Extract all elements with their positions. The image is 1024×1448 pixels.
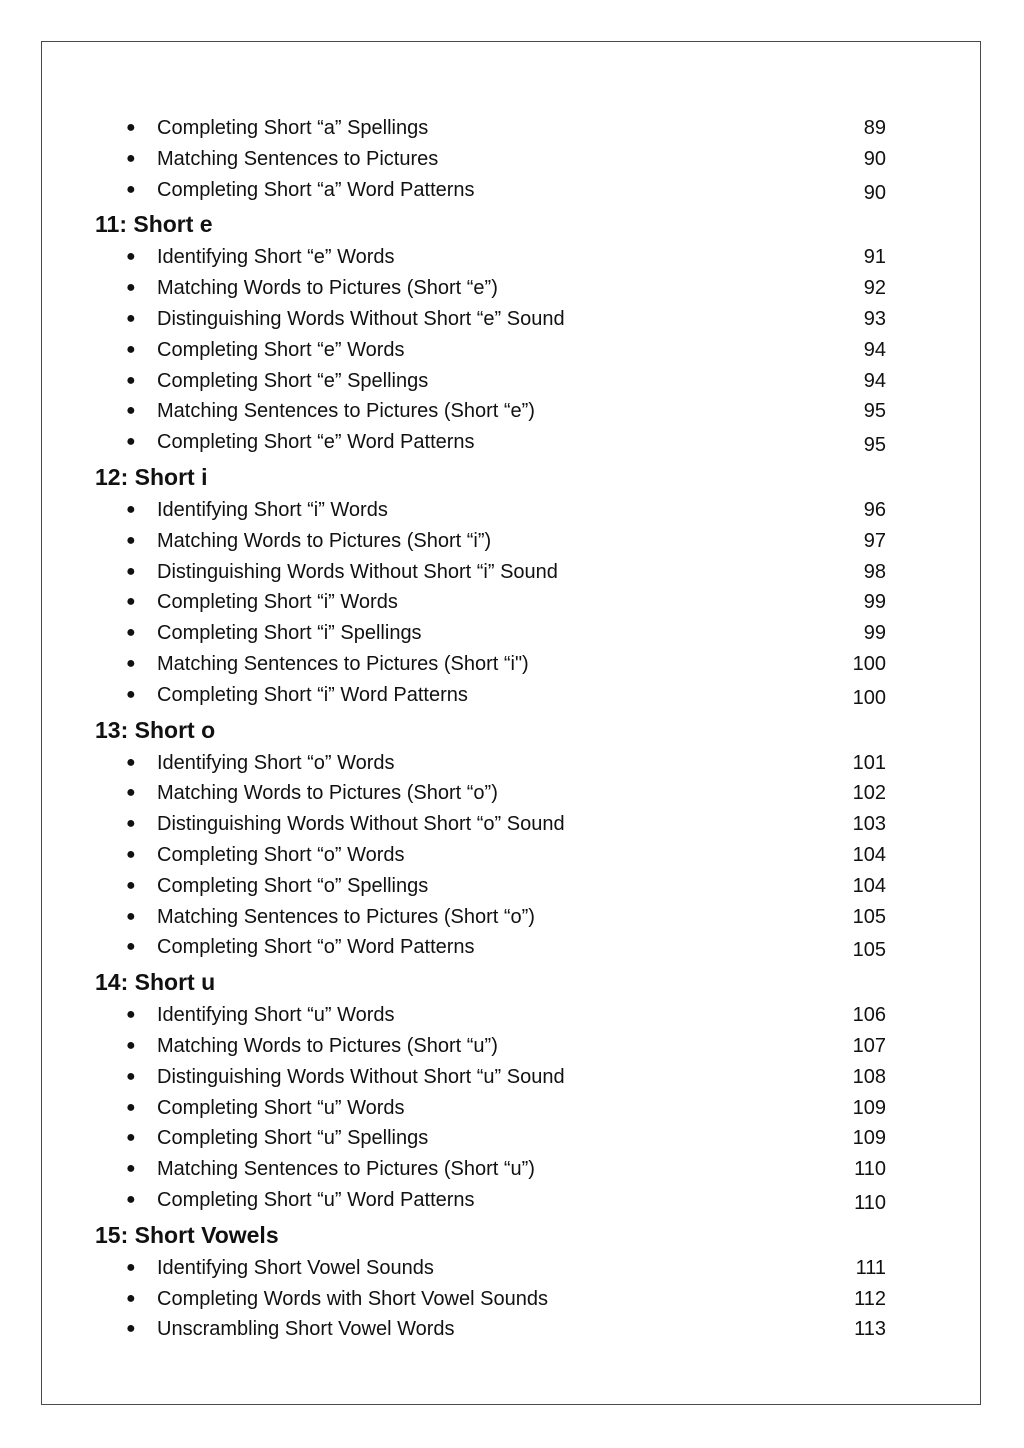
toc-entry-page-number: 106: [852, 1004, 886, 1027]
toc-entry[interactable]: [0, 618, 1024, 649]
toc-entry[interactable]: [0, 1154, 1024, 1185]
bullet-icon: ●: [126, 340, 136, 358]
toc-entry-title: Identifying Short “i” Words: [157, 498, 388, 521]
section-heading: 12: Short i: [95, 463, 208, 490]
toc-entry-page-number: 111: [855, 1256, 886, 1279]
toc-entry-title: Matching Sentences to Pictures (Short “o”): [157, 905, 535, 928]
toc-entry-title: Completing Short “u” Word Patterns: [157, 1188, 475, 1211]
toc-entry-title: Completing Short “o” Words: [157, 843, 405, 866]
toc-entry-title: Completing Short “o” Word Patterns: [157, 936, 475, 959]
toc-entry[interactable]: [0, 778, 1024, 809]
toc-entry[interactable]: [0, 871, 1024, 902]
bullet-icon: ●: [126, 753, 136, 771]
toc-entry-title: Completing Short “u” Spellings: [157, 1127, 429, 1150]
toc-entry[interactable]: [0, 1031, 1024, 1062]
bullet-icon: ●: [126, 1129, 136, 1147]
toc-entry-title: Matching Words to Pictures (Short “i”): [157, 529, 492, 552]
toc-entry[interactable]: [0, 1185, 1024, 1216]
toc-entry[interactable]: [0, 1253, 1024, 1284]
bullet-icon: ●: [126, 876, 136, 894]
toc-entry[interactable]: [0, 932, 1024, 963]
bullet-icon: ●: [126, 433, 136, 451]
toc-entry-page-number: 90: [863, 181, 886, 204]
toc-entry-title: Distinguishing Words Without Short “i” Sound: [157, 560, 558, 583]
table-of-contents: [0, 113, 1024, 1345]
toc-entry-page-number: 93: [863, 307, 886, 330]
toc-entry[interactable]: [0, 242, 1024, 273]
bullet-icon: ●: [126, 279, 136, 297]
toc-entry-title: Matching Words to Pictures (Short “u”): [157, 1034, 498, 1057]
toc-entry[interactable]: [0, 587, 1024, 618]
bullet-icon: ●: [126, 938, 136, 956]
toc-entry-page-number: 89: [863, 117, 886, 139]
bullet-icon: ●: [126, 624, 136, 642]
toc-entry[interactable]: [0, 366, 1024, 397]
toc-entry[interactable]: [0, 809, 1024, 840]
toc-entry-page-number: 104: [852, 874, 886, 897]
bullet-icon: ●: [126, 119, 136, 136]
toc-entry-page-number: 102: [852, 782, 886, 805]
toc-entry[interactable]: [0, 113, 1024, 144]
toc-entry-page-number: 99: [863, 622, 886, 645]
bullet-icon: ●: [126, 654, 136, 672]
bullet-icon: ●: [126, 1067, 136, 1085]
toc-entry-page-number: 95: [863, 400, 886, 423]
bullet-icon: ●: [126, 1258, 136, 1276]
toc-entry-page-number: 100: [852, 686, 886, 709]
toc-entry-page-number: 92: [863, 277, 886, 300]
toc-entry-page-number: 109: [852, 1127, 886, 1150]
toc-entry-title: Completing Short “i” Words: [157, 591, 398, 614]
bullet-icon: ●: [126, 1098, 136, 1116]
bullet-icon: ●: [126, 500, 136, 518]
toc-entry[interactable]: [0, 335, 1024, 366]
toc-entry[interactable]: [0, 304, 1024, 335]
bullet-icon: ●: [126, 1036, 136, 1054]
toc-entry[interactable]: [0, 748, 1024, 779]
toc-entry-page-number: 110: [854, 1191, 886, 1214]
toc-entry-page-number: 99: [863, 591, 886, 614]
toc-entry-page-number: 105: [852, 939, 886, 962]
toc-entry-title: Identifying Short Vowel Sounds: [157, 1256, 434, 1279]
toc-entry[interactable]: [0, 144, 1024, 175]
toc-entry-title: Completing Short “i” Word Patterns: [157, 683, 468, 706]
bullet-icon: ●: [126, 815, 136, 833]
toc-entry-page-number: 94: [863, 338, 886, 361]
toc-entry-title: Matching Sentences to Pictures (Short “i"): [157, 652, 529, 675]
toc-entry-page-number: 101: [852, 751, 886, 774]
toc-entry-page-number: 95: [863, 434, 886, 457]
toc-entry-title: Completing Short “e” Spellings: [157, 369, 429, 392]
toc-entry-page-number: 94: [863, 369, 886, 392]
toc-entry-page-number: 96: [863, 498, 886, 521]
section-heading: 13: Short o: [95, 716, 216, 743]
toc-entry-page-number: 103: [852, 813, 886, 836]
bullet-icon: ●: [126, 784, 136, 802]
bullet-icon: ●: [126, 1006, 136, 1024]
toc-entry-page-number: 97: [863, 529, 886, 552]
toc-entry-title: Matching Sentences to Pictures (Short “e”): [157, 400, 535, 423]
section-heading: 11: Short e: [95, 211, 213, 238]
toc-entry[interactable]: [0, 1284, 1024, 1315]
toc-entry-page-number: 107: [852, 1034, 886, 1057]
toc-entry-title: Distinguishing Words Without Short “e” Sound: [157, 307, 565, 330]
bullet-icon: ●: [126, 309, 136, 327]
bullet-icon: ●: [126, 149, 136, 167]
toc-entry-page-number: 108: [852, 1065, 886, 1088]
toc-entry-title: Completing Short “e” Words: [157, 338, 405, 361]
bullet-icon: ●: [126, 593, 136, 611]
toc-entry[interactable]: [0, 840, 1024, 871]
bullet-icon: ●: [126, 1160, 136, 1178]
bullet-icon: ●: [126, 180, 136, 198]
bullet-icon: ●: [126, 685, 136, 703]
toc-entry-title: Completing Short “a” Word Patterns: [157, 178, 475, 201]
toc-entry-page-number: 105: [852, 905, 886, 928]
toc-entry[interactable]: [0, 273, 1024, 304]
bullet-icon: ●: [126, 371, 136, 389]
toc-entry-title: Matching Words to Pictures (Short “e”): [157, 277, 498, 300]
toc-entry[interactable]: [0, 902, 1024, 933]
bullet-icon: ●: [126, 402, 136, 420]
toc-entry-title: Unscrambling Short Vowel Words: [157, 1318, 455, 1341]
section-heading: 15: Short Vowels: [95, 1221, 279, 1248]
bullet-icon: ●: [126, 562, 136, 580]
toc-entry-title: Completing Short “a” Spellings: [157, 117, 429, 139]
toc-entry[interactable]: [0, 526, 1024, 557]
toc-entry[interactable]: [0, 175, 1024, 206]
bullet-icon: ●: [126, 845, 136, 863]
toc-entry[interactable]: [0, 680, 1024, 711]
bullet-icon: ●: [126, 907, 136, 925]
section-heading: 14: Short u: [95, 969, 216, 996]
toc-entry[interactable]: [0, 396, 1024, 427]
bullet-icon: ●: [126, 1190, 136, 1208]
bullet-icon: ●: [126, 248, 136, 266]
toc-entry-title: Completing Short “e” Word Patterns: [157, 431, 475, 454]
toc-entry[interactable]: [0, 557, 1024, 588]
toc-entry-title: Distinguishing Words Without Short “o” Sound: [157, 813, 565, 836]
toc-entry-title: Identifying Short “u” Words: [157, 1004, 395, 1027]
toc-entry-page-number: 90: [863, 147, 886, 170]
toc-entry-page-number: 110: [854, 1158, 886, 1181]
toc-entry-title: Completing Short “o” Spellings: [157, 874, 429, 897]
toc-entry-page-number: 98: [863, 560, 886, 583]
toc-entry[interactable]: [0, 1062, 1024, 1093]
toc-entry-title: Identifying Short “e” Words: [157, 246, 395, 269]
toc-entry[interactable]: [0, 1123, 1024, 1154]
toc-entry-page-number: 100: [852, 652, 886, 675]
toc-entry[interactable]: [0, 649, 1024, 680]
toc-entry-page-number: 109: [852, 1096, 886, 1119]
toc-entry-title: Completing Short “u” Words: [157, 1096, 405, 1119]
toc-entry-page-number: 112: [854, 1287, 886, 1310]
toc-entry-page-number: 113: [854, 1318, 886, 1341]
bullet-icon: ●: [126, 531, 136, 549]
toc-entry-page-number: 91: [863, 246, 886, 269]
toc-entry-title: Distinguishing Words Without Short “u” Sound: [157, 1065, 565, 1088]
bullet-icon: ●: [126, 1289, 136, 1307]
toc-entry[interactable]: [0, 1093, 1024, 1124]
toc-entry-title: Identifying Short “o” Words: [157, 751, 395, 774]
toc-entry-title: Matching Words to Pictures (Short “o”): [157, 782, 498, 805]
toc-entry[interactable]: [0, 495, 1024, 526]
toc-entry-title: Matching Sentences to Pictures (Short “u”): [157, 1158, 535, 1181]
bullet-icon: ●: [126, 1320, 136, 1338]
toc-entry-title: Matching Sentences to Pictures: [157, 147, 439, 170]
toc-entry[interactable]: [0, 1314, 1024, 1345]
toc-entry[interactable]: [0, 1000, 1024, 1031]
toc-entry[interactable]: [0, 427, 1024, 458]
toc-entry-page-number: 104: [852, 843, 886, 866]
toc-entry-title: Completing Short “i” Spellings: [157, 622, 422, 645]
toc-entry-title: Completing Words with Short Vowel Sounds: [157, 1287, 548, 1310]
